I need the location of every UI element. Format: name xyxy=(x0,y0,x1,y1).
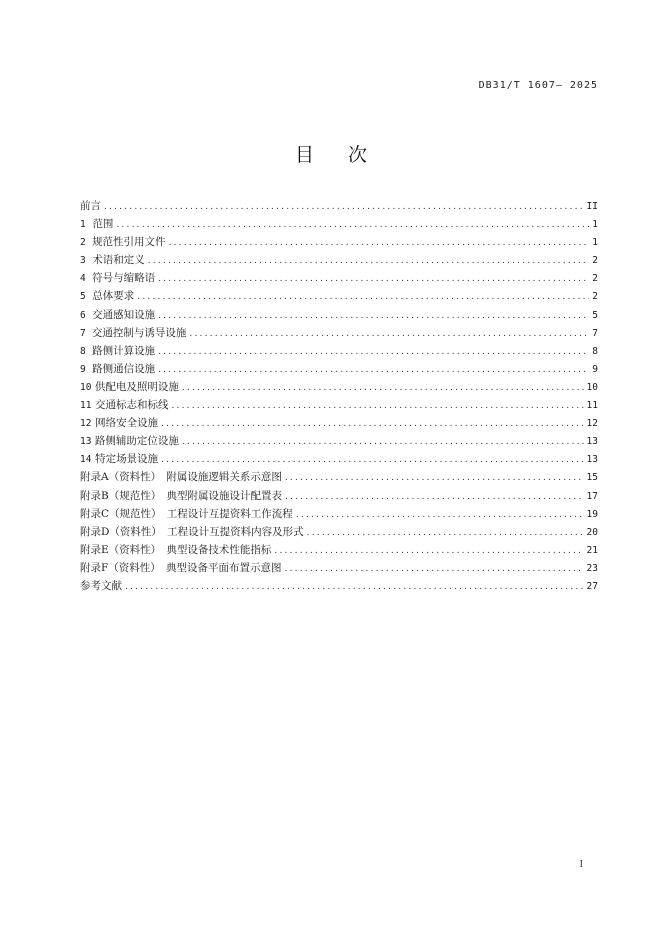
toc-leader-dots xyxy=(161,415,583,433)
toc-entry[interactable] xyxy=(80,432,598,450)
toc-entry-page: 1 xyxy=(592,237,598,249)
toc-entry[interactable] xyxy=(80,468,598,486)
toc-entry-page: 23 xyxy=(586,562,598,574)
toc-entry-title: 交通感知设施 xyxy=(92,308,156,321)
toc-entry[interactable] xyxy=(80,487,598,505)
toc-entry[interactable] xyxy=(80,523,598,541)
toc-entry-page: II xyxy=(586,201,598,212)
toc-leader-dots xyxy=(158,361,589,379)
toc-entry-page: 5 xyxy=(592,309,598,321)
toc-entry-title: 路侧计算设施 xyxy=(92,344,156,357)
toc-entry-title: 范围 xyxy=(92,218,114,231)
toc-entry-page: 21 xyxy=(586,544,598,556)
toc-entry-page: 12 xyxy=(586,418,598,430)
toc-entry-number: 7 xyxy=(80,327,86,339)
toc-entry-title: 总体要求 xyxy=(92,290,135,303)
toc-entry[interactable] xyxy=(80,306,598,324)
toc-entry[interactable] xyxy=(80,269,598,287)
toc-leader-dots xyxy=(171,397,583,415)
toc-entry-title: 前言 xyxy=(80,200,101,212)
toc-entry-number: 8 xyxy=(80,345,86,357)
page-title: 目次 xyxy=(294,144,401,166)
toc-entry-page: 7 xyxy=(592,327,598,339)
toc-entry[interactable] xyxy=(80,251,598,269)
toc-entry[interactable] xyxy=(80,505,598,523)
toc-entry[interactable] xyxy=(80,378,598,396)
toc-leader-dots xyxy=(296,506,584,524)
toc-entry-title: 交通控制与诱导设施 xyxy=(91,326,187,339)
toc-entry-title: 符号与缩略语 xyxy=(92,272,156,285)
toc-entry-title: 参考文献 xyxy=(80,579,122,592)
toc-entry-page: 9 xyxy=(592,363,598,375)
toc-entry-number: 9 xyxy=(80,363,86,375)
toc-entry[interactable] xyxy=(80,450,598,468)
toc-leader-dots xyxy=(285,469,584,487)
toc-entry-title: 路侧通信设施 xyxy=(92,362,156,375)
toc-entry-number: 3 xyxy=(80,255,86,267)
toc-entry[interactable] xyxy=(80,559,598,577)
toc-entry-title: 供配电及照明设施 xyxy=(94,380,179,393)
toc-leader-dots xyxy=(104,198,584,216)
toc-entry-page: 13 xyxy=(586,454,598,466)
toc-leader-dots xyxy=(137,288,589,306)
toc-entry-title: 附录E（资料性） 典型设备技术性能指标 xyxy=(80,543,272,556)
toc-entry-page: 19 xyxy=(586,508,598,520)
toc-entry-page: 27 xyxy=(586,580,598,592)
toc-entry-title: 附录A（资料性） 附属设施逻辑关系示意图 xyxy=(80,471,282,484)
toc-entry-title: 规范性引用文件 xyxy=(92,236,166,249)
toc-entry[interactable] xyxy=(80,414,598,432)
toc-entry-number: 5 xyxy=(80,291,86,303)
table-of-contents xyxy=(80,197,598,595)
toc-leader-dots xyxy=(125,578,584,596)
toc-entry-title: 交通标志和标线 xyxy=(94,399,169,412)
toc-entry-number: 11 xyxy=(80,400,92,412)
toc-entry-number: 12 xyxy=(80,418,92,430)
toc-entry[interactable] xyxy=(80,233,598,251)
toc-entry-number: 1 xyxy=(80,219,86,231)
toc-leader-dots xyxy=(158,307,589,325)
toc-leader-dots xyxy=(148,252,590,270)
toc-leader-dots xyxy=(307,524,584,542)
toc-entry-title: 附录C（规范性） 工程设计互提资料工作流程 xyxy=(80,507,293,520)
toc-leader-dots xyxy=(158,270,589,288)
toc-leader-dots xyxy=(285,560,584,578)
toc-entry-title: 附录D（资料性） 工程设计互提资料内容及形式 xyxy=(80,525,304,538)
toc-entry[interactable] xyxy=(80,324,598,342)
toc-entry-number: 4 xyxy=(80,273,86,285)
toc-entry-page: 20 xyxy=(586,526,598,538)
toc-entry[interactable] xyxy=(80,215,598,233)
toc-entry-page: 10 xyxy=(586,381,598,393)
toc-entry-number: 13 xyxy=(80,436,92,448)
toc-entry-number: 6 xyxy=(80,309,86,321)
toc-entry-number: 2 xyxy=(80,237,86,249)
toc-entry[interactable] xyxy=(80,360,598,378)
toc-entry-page: 2 xyxy=(592,273,598,285)
toc-entry[interactable] xyxy=(80,287,598,305)
toc-entry[interactable] xyxy=(80,396,598,414)
toc-leader-dots xyxy=(182,433,584,451)
toc-entry[interactable] xyxy=(80,342,598,360)
toc-leader-dots xyxy=(189,325,589,343)
toc-entry[interactable] xyxy=(80,541,598,559)
toc-entry-title: 附录F（资料性） 典型设备平面布置示意图 xyxy=(80,561,282,574)
toc-entry-number: 10 xyxy=(80,381,92,393)
toc-entry-title: 路侧辅助定位设施 xyxy=(94,435,179,448)
toc-entry-page: 2 xyxy=(592,255,598,267)
toc-entry-title: 特定场景设施 xyxy=(95,453,159,466)
toc-entry[interactable] xyxy=(80,577,598,595)
toc-leader-dots xyxy=(182,379,584,397)
toc-leader-dots xyxy=(158,343,589,361)
toc-leader-dots xyxy=(116,216,589,234)
toc-leader-dots xyxy=(169,234,590,252)
toc-leader-dots xyxy=(274,542,583,560)
toc-leader-dots xyxy=(161,451,583,469)
toc-entry-title: 网络安全设施 xyxy=(95,417,159,430)
toc-entry-title: 术语和定义 xyxy=(92,254,145,267)
toc-entry-page: 1 xyxy=(592,219,598,231)
page-number: I xyxy=(579,859,583,870)
toc-leader-dots xyxy=(285,488,584,506)
toc-entry-page: 11 xyxy=(586,400,598,412)
toc-entry[interactable] xyxy=(80,197,598,215)
toc-entry-page: 2 xyxy=(592,291,598,303)
toc-entry-page: 17 xyxy=(586,490,598,502)
toc-entry-title: 附录B（规范性） 典型附属设施设计配置表 xyxy=(80,489,282,502)
toc-entry-page: 15 xyxy=(586,472,598,484)
toc-entry-page: 8 xyxy=(592,345,598,357)
document-code: DB31/T 1607— 2025 xyxy=(478,80,598,91)
toc-entry-number: 14 xyxy=(80,454,92,466)
toc-entry-page: 13 xyxy=(586,436,598,448)
